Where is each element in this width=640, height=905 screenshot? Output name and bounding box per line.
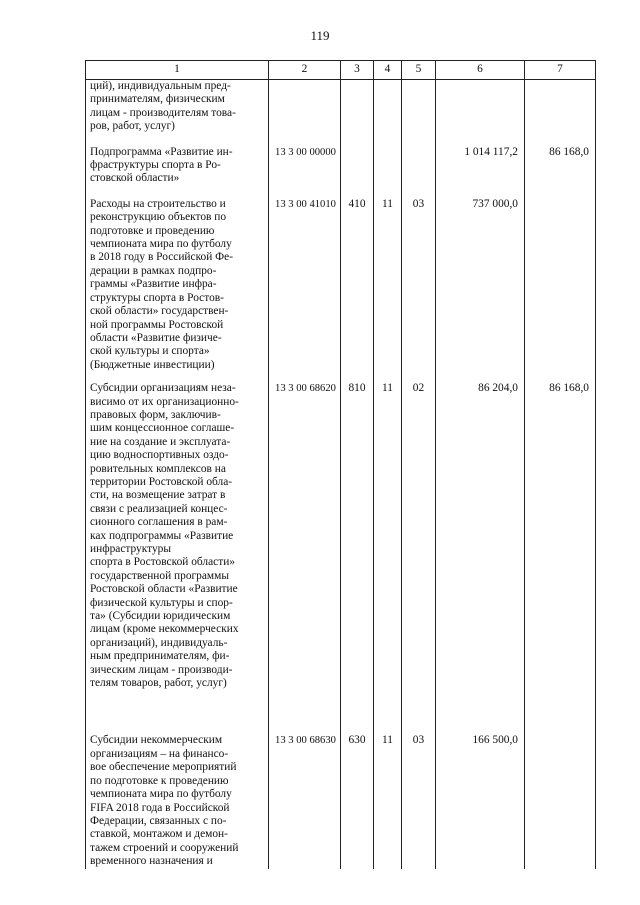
amount-cell <box>436 80 525 146</box>
row-description-text: Субсидии некоммерческим организациям – на финансо- вое обеспечение мероприятий по подготовке к проведению чемпионата мира по футболу FIFA 2018 года в Российской Федерации, связанных с по- ставкой, монтажом и демон- тажем строений и сооружений временного назначения и <box>90 734 239 868</box>
subsection-cell: 02 <box>402 382 436 734</box>
section-cell: 11 <box>374 734 402 868</box>
table-row <box>86 734 596 868</box>
target-code-cell: 13 3 00 68620 <box>269 382 341 734</box>
row-description <box>86 734 269 868</box>
amount-cell: 737 000,0 <box>436 198 525 382</box>
expense-type-cell: 410 <box>341 198 374 382</box>
column-header: 6 <box>436 61 525 80</box>
row-description-text: Субсидии организациям неза- висимо от их организационно- правовых форм, заключив- шим концессионное соглаше- ние на создание и эксплуата- цию водноспортивных оздо- ровительных комплексов на территории Ростовской обла- сти, на возмещение затрат в связи с реализацией концес- сионного соглашения в рам- ках подпрограммы «Развитие инфраструктуры спорта в Ростовской области» государственной программы Ростовской области «Развитие физической культуры и спор- та» (Субсидии юридическим лицам (кроме некоммерческих организаций), индивидуаль- ным предпринимателям, фи- зическим лицам - производи- телям товаров, работ, услуг) <box>90 382 239 690</box>
column-header: 7 <box>525 61 596 80</box>
amount-secondary-cell: 86 168,0 <box>525 146 596 198</box>
target-code-cell: 13 3 00 00000 <box>269 146 341 198</box>
amount-secondary-cell <box>525 198 596 382</box>
target-code-cell: 13 3 00 41010 <box>269 198 341 382</box>
row-description <box>86 198 269 382</box>
amount-secondary-cell <box>525 734 596 868</box>
table-row <box>86 198 596 382</box>
column-header: 2 <box>269 61 341 80</box>
table-row <box>86 80 596 146</box>
column-header: 3 <box>341 61 374 80</box>
row-description <box>86 146 269 198</box>
amount-secondary-cell <box>525 80 596 146</box>
amount-secondary-cell: 86 168,0 <box>525 382 596 734</box>
subsection-cell <box>402 80 436 146</box>
amount-cell: 166 500,0 <box>436 734 525 868</box>
expense-type-cell: 630 <box>341 734 374 868</box>
target-code-cell <box>269 80 341 146</box>
table-row <box>86 382 596 734</box>
column-header: 4 <box>374 61 402 80</box>
expense-type-cell <box>341 146 374 198</box>
row-description <box>86 80 269 146</box>
expense-type-cell: 810 <box>341 382 374 734</box>
subsection-cell <box>402 146 436 198</box>
section-cell: 11 <box>374 382 402 734</box>
table-row <box>86 146 596 198</box>
budget-table <box>85 60 596 869</box>
row-description-text: ций), индивидуальным пред- принимателям, физическим лицам - производителям това- ров, работ, услуг) <box>90 80 236 133</box>
target-code-cell: 13 3 00 68630 <box>269 734 341 868</box>
amount-cell: 1 014 117,2 <box>436 146 525 198</box>
row-description-text: Подпрограмма «Развитие ин- фраструктуры спорта в Ро- стовской области» <box>90 145 233 185</box>
expense-type-cell <box>341 80 374 146</box>
table-header-row <box>86 61 596 80</box>
column-header: 1 <box>86 61 269 80</box>
subsection-cell: 03 <box>402 198 436 382</box>
amount-cell: 86 204,0 <box>436 382 525 734</box>
page-number: 119 <box>310 28 330 43</box>
section-cell: 11 <box>374 198 402 382</box>
section-cell <box>374 146 402 198</box>
column-header: 5 <box>402 61 436 80</box>
section-cell <box>374 80 402 146</box>
row-description <box>86 382 269 734</box>
row-description-text: Расходы на строительство и реконструкцию объектов по подготовке и проведению чемпионата мира по футболу в 2018 году в Российской Фе- дерации в рамках подпро- граммы «Развитие инфра- структуры спорта в Ростов- ской области» государствен- ной программы Ростовской области «Развитие физиче- ской культуры и спорта» (Бюджетные инвестиции) <box>90 197 234 371</box>
subsection-cell: 03 <box>402 734 436 868</box>
